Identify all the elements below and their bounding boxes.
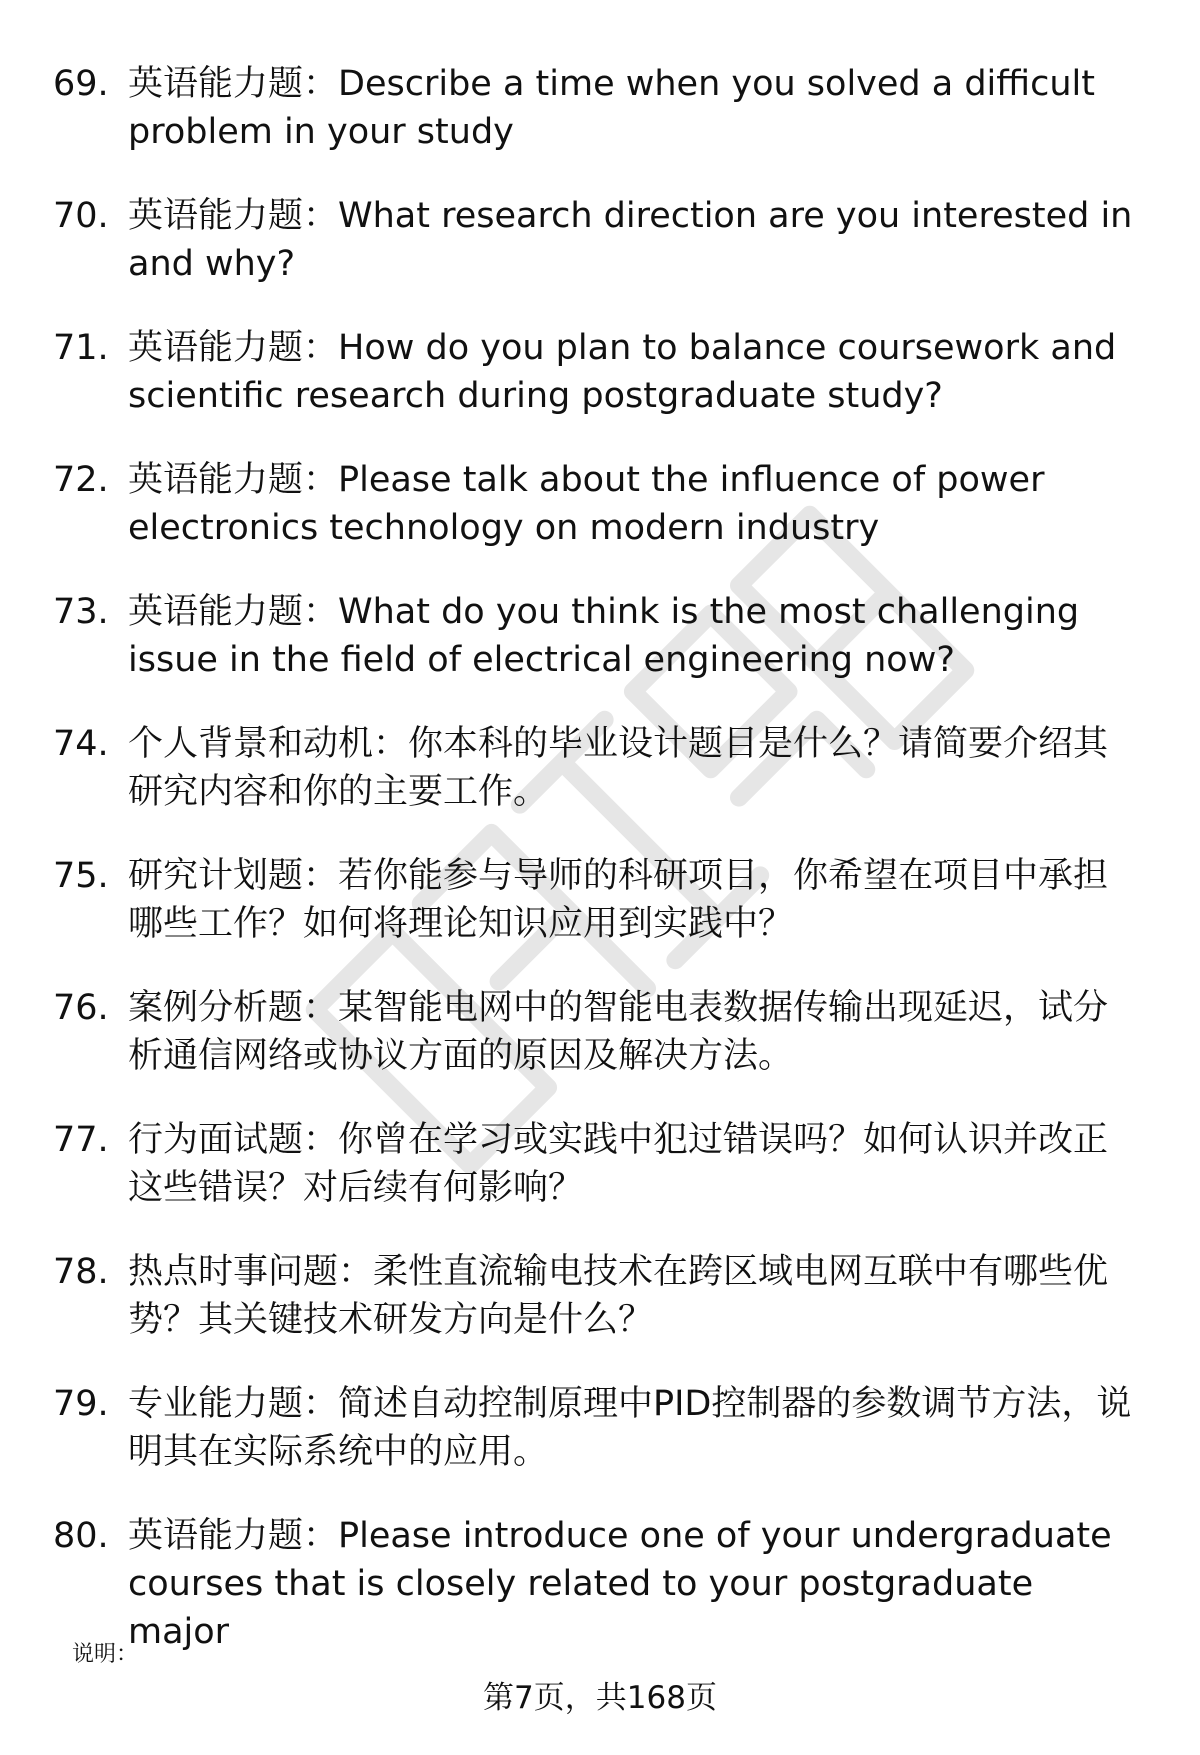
list-item — [0, 720, 1200, 852]
list-item — [0, 588, 1200, 720]
list-item — [0, 1380, 1200, 1512]
page-number: 第7页，共168页 — [483, 1680, 717, 1716]
question-text: 热点时事问题：柔性直流输电技术在跨区域电网互联中有哪些优势？其关键技术研发方向是什么？ — [128, 1252, 1109, 1340]
question-list — [0, 60, 1200, 1652]
question-text: 个人背景和动机：你本科的毕业设计题目是什么？请简要介绍其研究内容和你的主要工作。 — [128, 724, 1109, 812]
question-number: 69. — [53, 64, 109, 104]
question-number: 79. — [53, 1384, 109, 1424]
question-number: 75. — [53, 856, 109, 896]
list-item — [0, 60, 1200, 192]
question-number: 76. — [53, 988, 109, 1028]
question-number: 72. — [53, 460, 109, 500]
list-item — [0, 192, 1200, 324]
question-number: 78. — [53, 1252, 109, 1292]
question-text: 英语能力题：What research direction are you interested in and why? — [128, 196, 1133, 284]
note-label: 说明： — [72, 1642, 139, 1667]
list-item — [0, 1248, 1200, 1380]
list-item — [0, 1512, 1200, 1652]
question-number: 80. — [53, 1516, 109, 1556]
question-text: 行为面试题：你曾在学习或实践中犯过错误吗？如何认识并改正这些错误？对后续有何影响？ — [128, 1120, 1109, 1208]
question-number: 74. — [53, 724, 109, 764]
question-number: 77. — [53, 1120, 109, 1160]
question-text: 英语能力题：Please introduce one of your undergraduate courses that is closely related to your postgraduate major — [128, 1516, 1112, 1652]
list-item — [0, 456, 1200, 588]
question-text: 案例分析题：某智能电网中的智能电表数据传输出现延迟，试分析通信网络或协议方面的原因及解决方法。 — [128, 988, 1109, 1076]
list-item — [0, 1116, 1200, 1248]
question-number: 73. — [53, 592, 109, 632]
question-text: 研究计划题：若你能参与导师的科研项目，你希望在项目中承担哪些工作？如何将理论知识应用到实践中？ — [128, 856, 1109, 944]
question-number: 70. — [53, 196, 109, 236]
question-text: 英语能力题：Describe a time when you solved a difficult problem in your study — [128, 64, 1095, 152]
question-text: 英语能力题：How do you plan to balance coursework and scientific research during postgraduate study? — [128, 328, 1117, 416]
question-text: 专业能力题：简述自动控制原理中PID控制器的参数调节方法，说明其在实际系统中的应用。 — [128, 1384, 1132, 1472]
list-item — [0, 984, 1200, 1116]
question-number: 71. — [53, 328, 109, 368]
list-item — [0, 852, 1200, 984]
list-item — [0, 324, 1200, 456]
question-text: 英语能力题：What do you think is the most challenging issue in the field of electrical engineering now? — [128, 592, 1080, 680]
question-text: 英语能力题：Please talk about the influence of power electronics technology on modern industry — [128, 460, 1045, 548]
